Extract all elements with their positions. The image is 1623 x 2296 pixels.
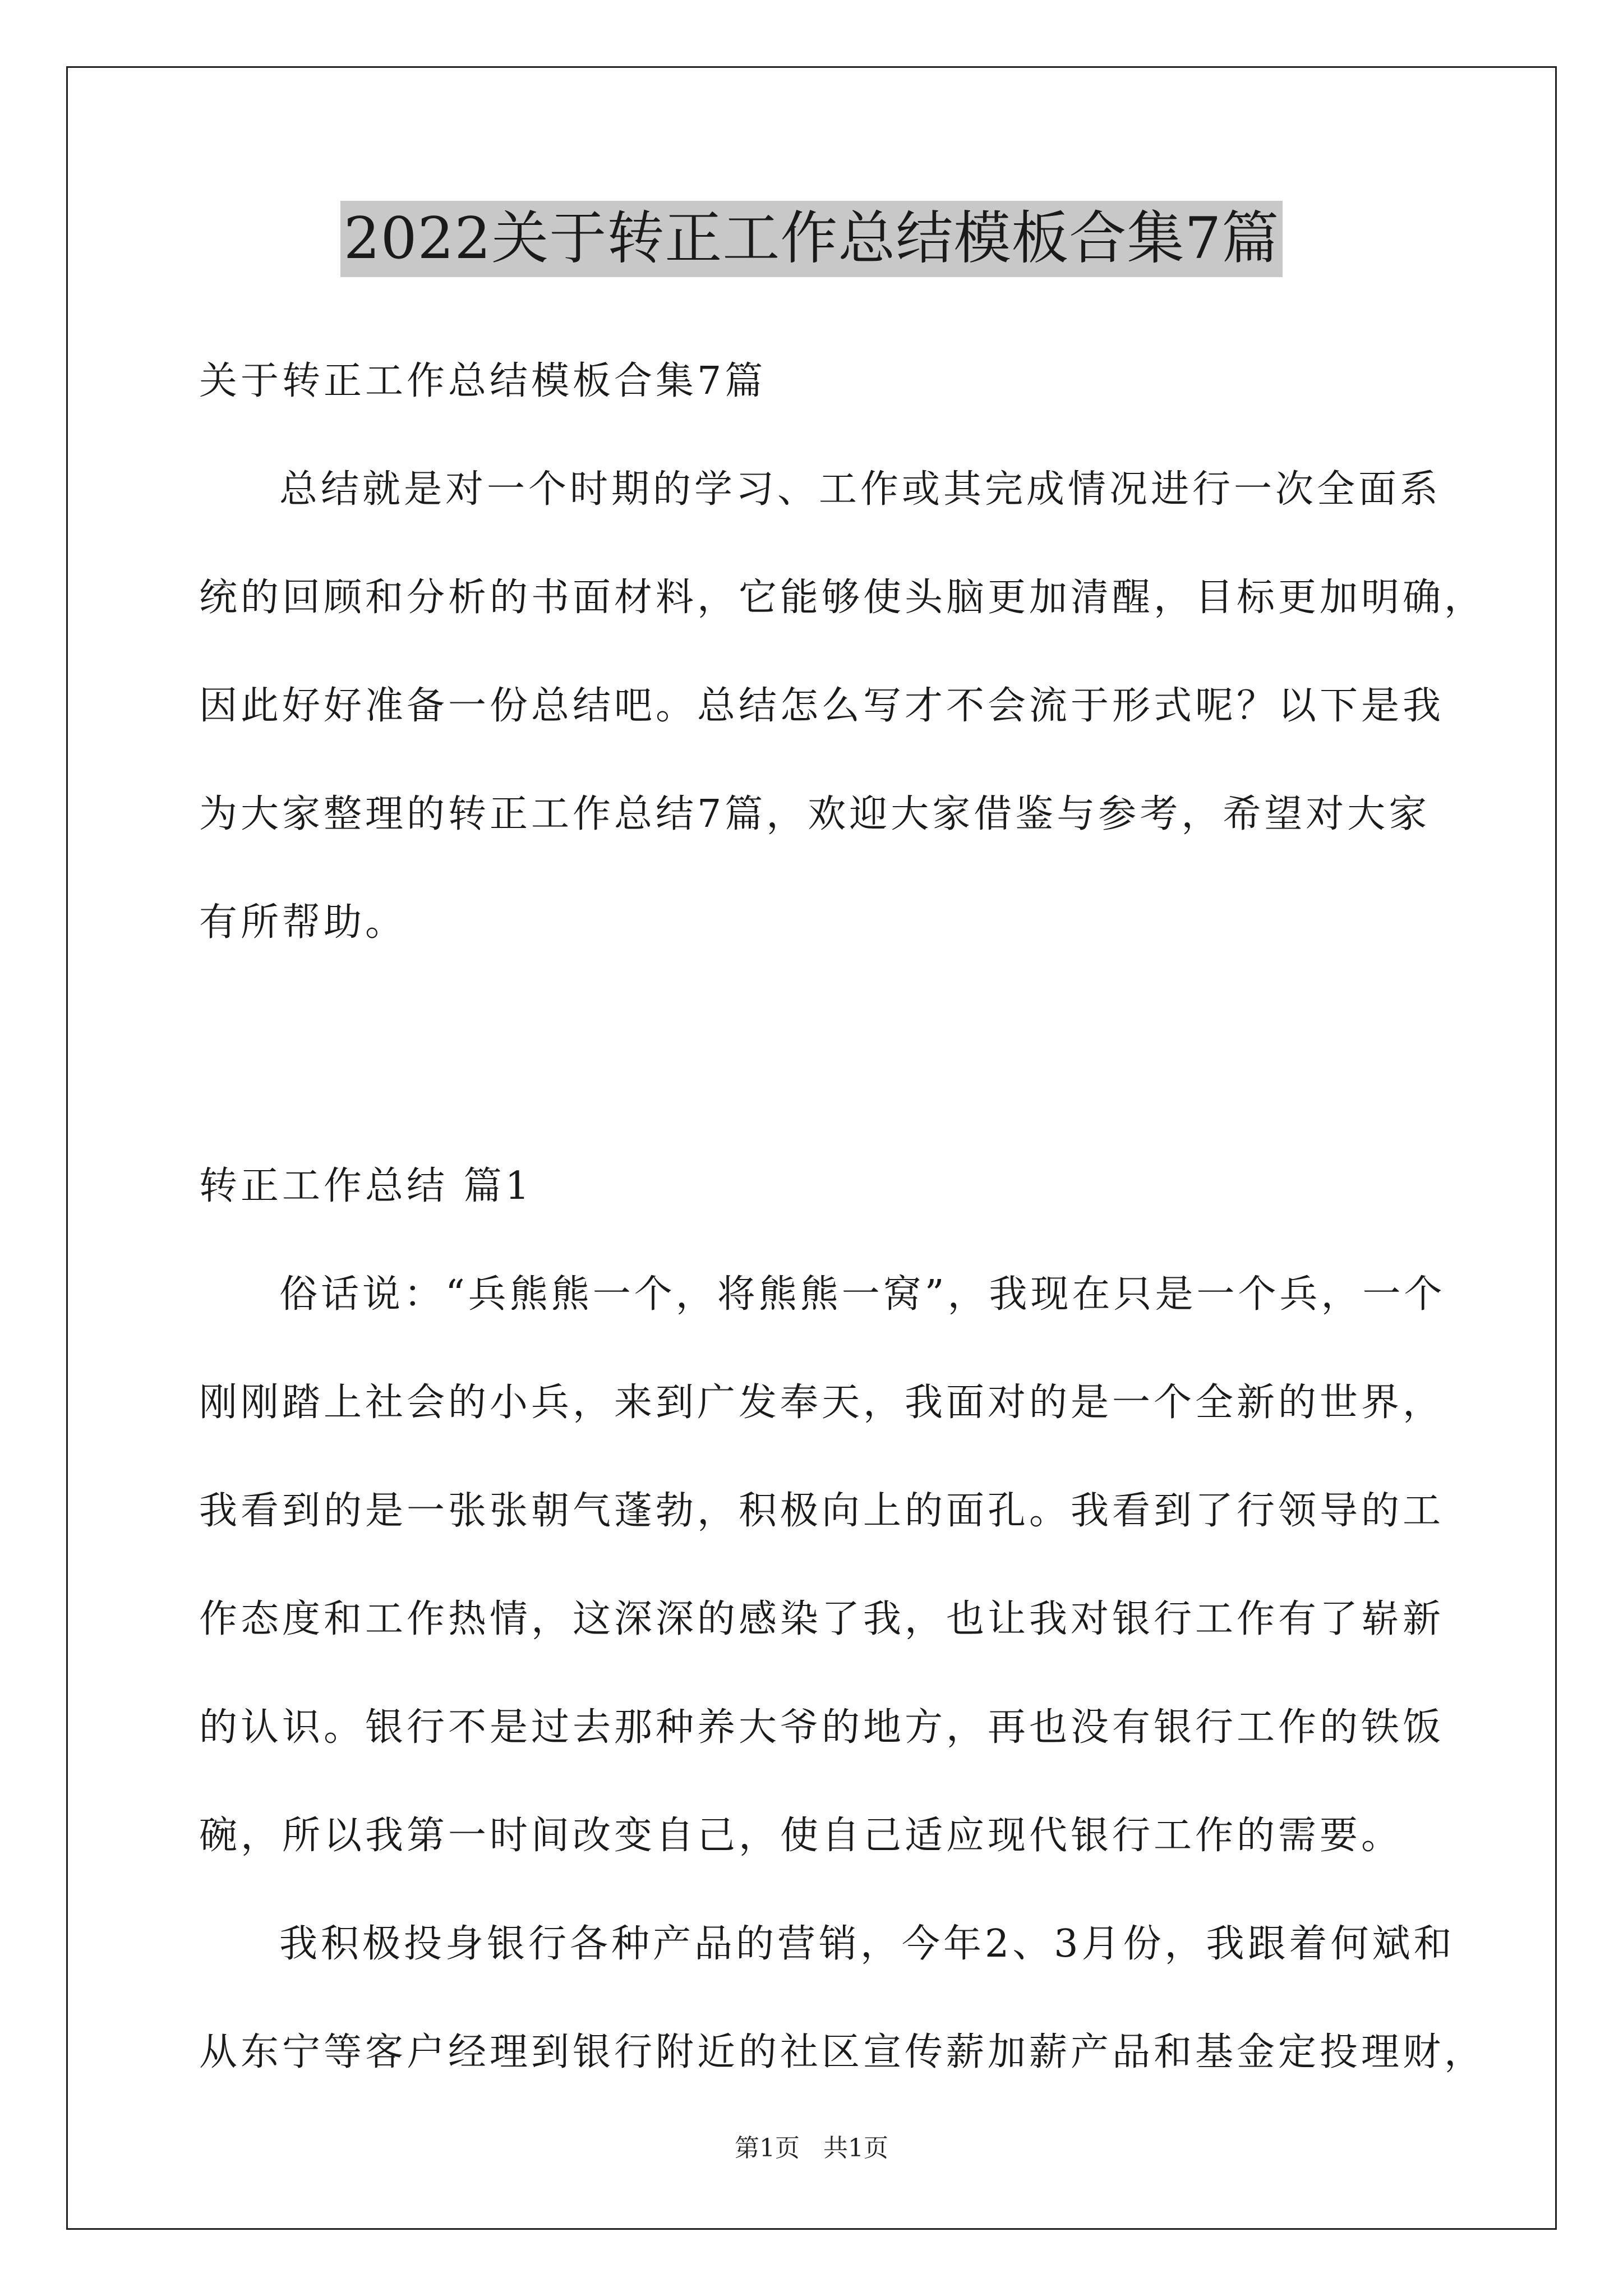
paragraph-line: 我看到的是一张张朝气蓬勃，积极向上的面孔。我看到了行领导的工 — [199, 1489, 1445, 1533]
section-heading: 转正工作总结 篇1 — [199, 1164, 533, 1208]
paragraph-line: 碗，所以我第一时间改变自己，使自己适应现代银行工作的需要。 — [199, 1814, 1403, 1858]
intro-line: 统的回顾和分析的书面材料，它能够使头脑更加清醒，目标更加明确， — [199, 576, 1486, 620]
paragraph-line: 俗话说：“兵熊熊一个，将熊熊一窝”，我现在只是一个兵，一个 — [279, 1272, 1446, 1317]
paragraph-line: 刚刚踏上社会的小兵，来到广发奉天，我面对的是一个全新的世界， — [199, 1381, 1445, 1425]
paragraph-line: 的认识。银行不是过去那种养大爷的地方，再也没有银行工作的铁饭 — [199, 1705, 1445, 1750]
intro-line: 为大家整理的转正工作总结7篇，欢迎大家借鉴与参考，希望对大家 — [199, 792, 1431, 836]
page-footer: 第1页 共1页 — [735, 2134, 888, 2162]
paragraph-line: 作态度和工作热情，这深深的感染了我，也让我对银行工作有了崭新 — [199, 1597, 1445, 1641]
document-title: 2022关于转正工作总结模板合集7篇 — [340, 201, 1283, 277]
intro-line: 总结就是对一个时期的学习、工作或其完成情况进行一次全面系 — [279, 467, 1442, 512]
paragraph-line: 我积极投身银行各种产品的营销，今年2、3月份，我跟着何斌和 — [279, 1922, 1455, 1966]
intro-line: 因此好好准备一份总结吧。总结怎么写才不会流于形式呢？以下是我 — [199, 684, 1445, 728]
document-subtitle: 关于转正工作总结模板合集7篇 — [199, 359, 767, 403]
title-container — [0, 201, 1623, 277]
intro-line: 有所帮助。 — [199, 900, 407, 945]
paragraph-line: 从东宁等客户经理到银行附近的社区宣传薪加薪产品和基金定投理财， — [199, 2030, 1486, 2074]
